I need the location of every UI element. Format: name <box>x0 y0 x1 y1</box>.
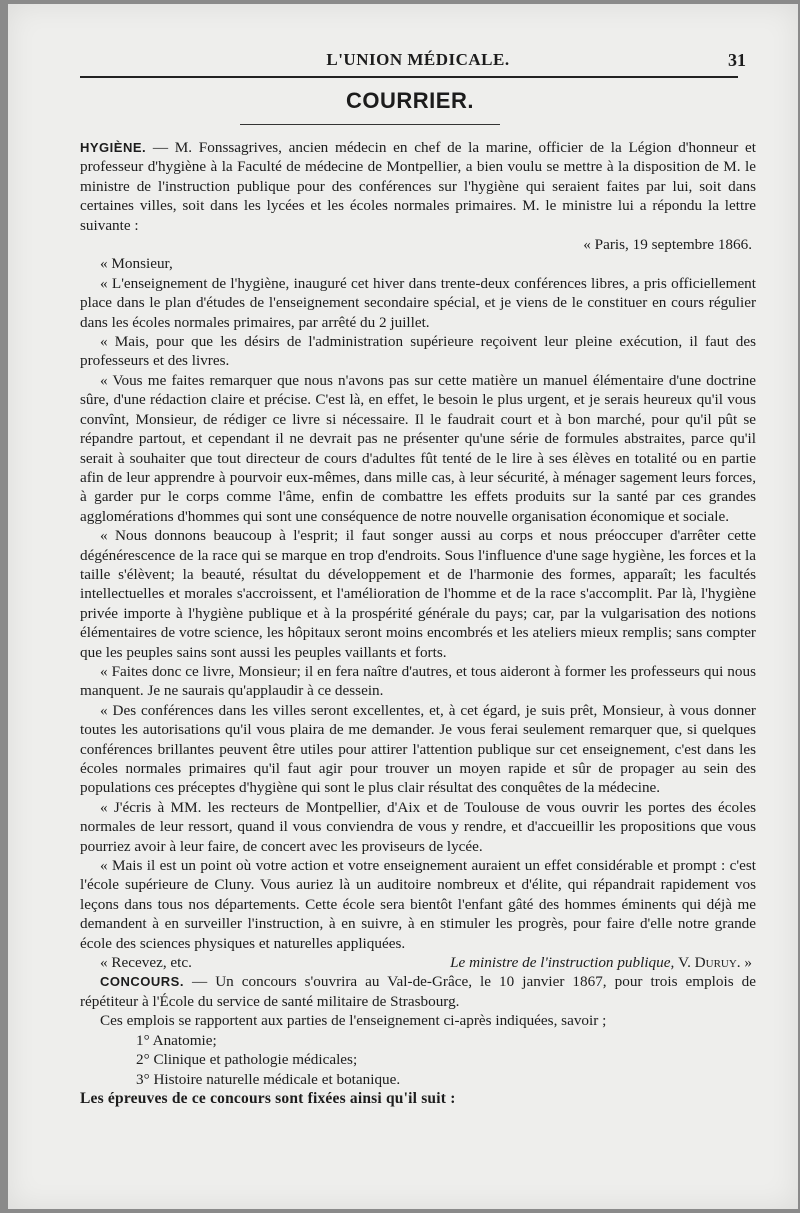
signature-title: Le ministre de l'instruction publique, <box>450 954 675 972</box>
concours-intro <box>80 972 756 1011</box>
letter-dateline: « Paris, 19 septembre 1866. <box>583 236 752 254</box>
hygiene-label: HYGIÈNE. <box>80 140 147 155</box>
section-rule <box>240 124 500 125</box>
letter-paragraph: « Vous me faites remarquer que nous n'avons pas sur cette matière un manuel élémentaire d'une doctrine sûre, d'une rédaction claire et précise. C'est là, en effet, le besoin le plus urgent, et je serais heureux qu'il vous convînt, Monsieur, de rédiger ce livre si nécessaire. Il le faudrait court et à bon marché, pour qu'il pût se répandre partout, et cependant il ne devrait pas ne présenter qu'une série de formules abstraites, parce qu'il serait à souhaiter que tout directeur de cours d'adultes fût tenté de le lire à ses élèves en totalité ou en partie afin de leur apprendre à pourvoir eux-mêmes, dans mille cas, à leur sécurité, à ménager sagement leurs forces, à garder pur le corps comme l'âme, enfin de combattre les effets produits sur la santé par ces grandes agglomérations d'hommes qui sont une conséquence de notre nouvelle organisation économique et sociale. <box>80 371 756 525</box>
hygiene-intro <box>80 138 756 235</box>
section-title: COURRIER. <box>346 88 474 113</box>
list-item: 1° Anatomie; <box>136 1031 217 1049</box>
running-header <box>88 48 748 76</box>
letter-salutation: « Monsieur, <box>100 255 173 273</box>
running-title: L'UNION MÉDICALE. <box>326 50 510 69</box>
signature-name: V. Duruy. » <box>678 954 752 972</box>
letter-paragraph: « J'écris à MM. les recteurs de Montpellier, d'Aix et de Toulouse de vous ouvrir les portes des écoles normales de leur ressort, quand il vous conviendra de vous y rendre, et d'accueillir les propositions que vous pourriez avoir à leur faire, de concert avec les proviseurs de lycée. <box>80 798 756 855</box>
concours-label: CONCOURS. <box>100 974 184 990</box>
hygiene-intro-text: — M. Fonssagrives, ancien médecin en chef de la marine, officier de la Légion d'honneur et professeur d'hygiène à la Faculté de médecine de Montpellier, a bien voulu se mettre à la disposition de M. le ministre de l'instruction publique pour des conférences sur l'hygiène qui seraient faites par lui, soit dans certaines villes, soit dans les lycées et les écoles normales primaires. M. le ministre lui a répondu la lettre suivante : <box>80 139 756 234</box>
header-rule <box>80 76 738 78</box>
letter-paragraph: « Mais, pour que les désirs de l'administration supérieure reçoivent leur pleine exécution, il faut des professeurs et des livres. <box>80 333 756 370</box>
letter-paragraph: « Nous donnons beaucoup à l'esprit; il faut songer aussi au corps et nous préoccuper d'arrêter cette dégénérescence de la race qui se marque en trop d'endroits. Sous l'influence d'une sage hygiène, les forces et la taille s'élèvent; la beauté, résultat du développement et de l'harmonie des formes, apparaît; les facultés intellectuelles et morales s'accroissent, et l'amélioration de l'homme et de la race s'accomplit. Par là, l'hygiène privée importe à l'hygiène publique et à la prospérité générale du pays; car, par la vulgarisation des notions élémentaires de votre science, les hôpitaux seront moins encombrés et les ateliers mieux remplis; sans compter que les peuples sains sont aussi les peuples vaillants et forts. <box>80 527 756 661</box>
letter-paragraph: « Mais il est un point où votre action et votre enseignement auraient un effet considérable et prompt : c'est l'école supérieure de Cluny. Vous auriez là un auditoire nombreux et d'élite, qui répandrait rapidement vos leçons dans tous nos départements. Cette école sera bientôt l'enfant gâté des hommes éminents qui déjà me demandent à en surveiller l'instruction, à en suivre, à en stimuler les progrès, pour faire d'elle notre grande école des sciences physiques et naturelles appliquées. <box>80 857 756 952</box>
letter-signature-line <box>80 953 756 972</box>
list-item: 2° Clinique et pathologie médicales; <box>136 1051 358 1069</box>
concours-final: Les épreuves de ce concours sont fixées ainsi qu'il suit : <box>80 1089 456 1107</box>
concours-intro-text: — Un concours s'ouvrira au Val-de-Grâce, le 10 janvier 1867, pour trois emplois de répétiteur à l'École du service de santé militaire de Strasbourg. <box>80 973 756 1010</box>
concours-lead: Ces emplois se rapportent aux parties de l'enseignement ci-après indiquées, savoir ; <box>100 1012 607 1030</box>
article-body <box>80 138 756 1108</box>
letter-paragraph: « Faites donc ce livre, Monsieur; il en fera naître d'autres, et tous aideront à former les professeurs qui nous manquent. Je ne saurais qu'applaudir à ce dessein. <box>80 662 756 700</box>
concours-list <box>80 1031 756 1089</box>
letter-signature <box>450 953 752 972</box>
letter-closing: « Recevez, etc. <box>100 954 192 972</box>
letter-paragraph: « L'enseignement de l'hygiène, inauguré cet hiver dans trente-deux conférences libres, a pris officiellement place dans le plan d'études de l'enseignement secondaire spécial, et je viens de le constituer en cours régulier dans les écoles normales primaires, par arrêté du 2 juillet. <box>80 274 756 331</box>
list-item: 3° Histoire naturelle médicale et botanique. <box>136 1070 401 1088</box>
page-number: 31 <box>728 50 746 70</box>
letter-paragraph: « Des conférences dans les villes seront excellentes, et, à cet égard, je suis prêt, Monsieur, à vous donner toutes les autorisations qu'il vous plaira de me demander. Je vous ferai seulement remarquer que, si quelques conférences brillantes peuvent être utiles pour attirer l'attention publique sur cet enseignement, c'est dans les écoles normales primaires qu'il faut agir pour trouver un moyen rapide et sûr de propager au sein des populations ces préceptes d'hygiène qui sont le plus clair résultat des conquêtes de la médecine. <box>80 701 756 797</box>
